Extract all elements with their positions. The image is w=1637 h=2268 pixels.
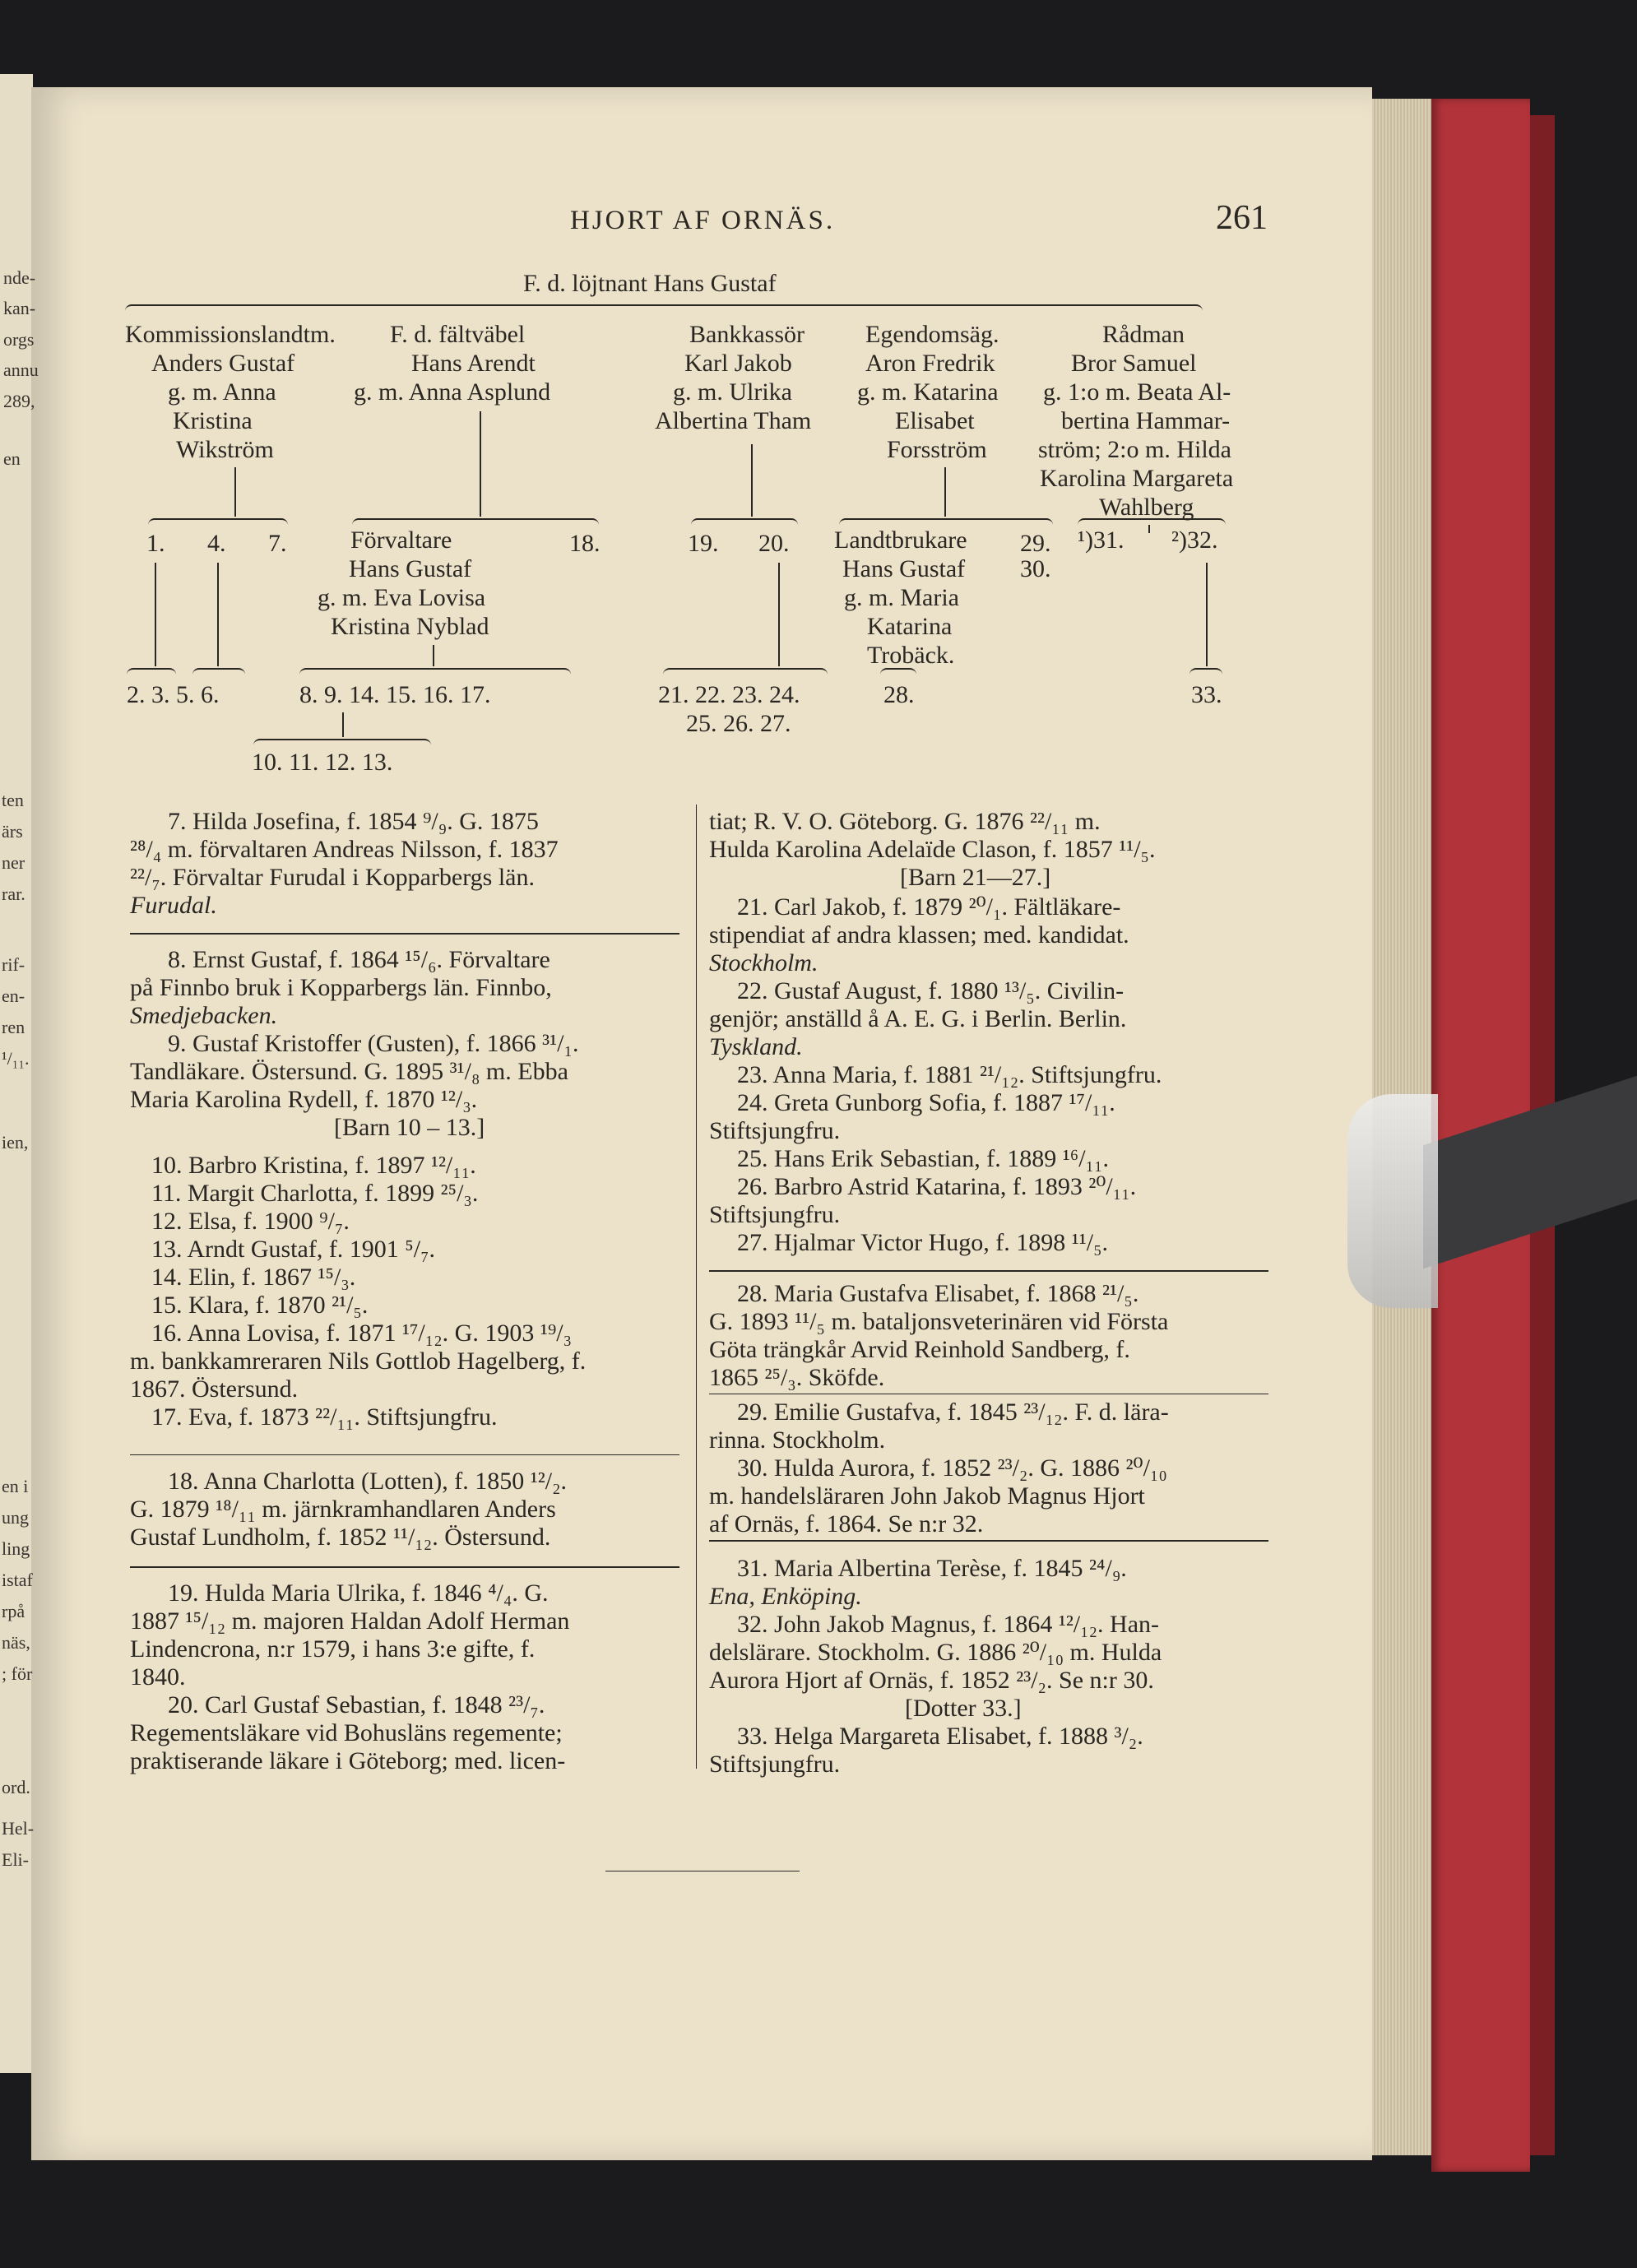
- margin-fragment: näs,: [2, 1632, 30, 1653]
- margin-fragment: 289,: [3, 391, 35, 411]
- entry-line: 25. Hans Erik Sebastian, f. 1889 ¹⁶/₁₁.: [737, 1145, 1109, 1172]
- tree-node: Landtbrukare: [834, 526, 967, 554]
- tree-node: Bror Samuel: [1071, 350, 1197, 377]
- tree-node: 1.: [146, 530, 165, 557]
- column-divider: [696, 805, 697, 1769]
- entry-line: Tandläkare. Östersund. G. 1895 ³¹/₈ m. Ebba: [130, 1058, 568, 1085]
- entry-line: m. handelsläraren John Jakob Magnus Hjort: [709, 1482, 1145, 1510]
- entry-line: 33. Helga Margareta Elisabet, f. 1888 ³/₂.: [737, 1723, 1143, 1750]
- section-rule: [130, 1566, 679, 1568]
- entry-line: ²⁸/₄ m. förvaltaren Andreas Nilsson, f. 1837: [130, 836, 559, 863]
- tree-node: Trobäck.: [867, 642, 955, 669]
- tree-brace: [148, 518, 288, 528]
- tree-brace: [127, 668, 176, 678]
- margin-fragment: ren: [2, 1017, 26, 1037]
- entry-line: Ena, Enköping.: [709, 1583, 862, 1610]
- tree-root: F. d. löjtnant Hans Gustaf: [523, 270, 777, 297]
- entry-line: Smedjebacken.: [130, 1002, 278, 1029]
- entry-line: Tyskland.: [709, 1033, 803, 1060]
- entry-line: 29. Emilie Gustafva, f. 1845 ²³/₁₂. F. d. lära-: [737, 1398, 1169, 1426]
- tree-node: 19.: [688, 530, 719, 557]
- entry-line: 10. Barbro Kristina, f. 1897 ¹²/₁₁.: [151, 1152, 476, 1179]
- entry-line: Stiftsjungfru.: [709, 1117, 841, 1144]
- entry-line: 1840.: [130, 1663, 186, 1691]
- tree-node: 2. 3. 5. 6.: [127, 681, 220, 708]
- tree-brace: [1189, 668, 1222, 678]
- entry-line: 8. Ernst Gustaf, f. 1864 ¹⁵/₆. Förvaltare: [168, 946, 550, 973]
- entry-line: Stiftsjungfru.: [709, 1751, 841, 1778]
- tree-connector: [1206, 563, 1208, 666]
- margin-fragment: kan-: [3, 298, 36, 318]
- entry-line: 15. Klara, f. 1870 ²¹/₅.: [151, 1292, 369, 1319]
- entry-line: på Finnbo bruk i Kopparbergs län. Finnbo,: [130, 974, 552, 1001]
- margin-fragment: annu: [3, 359, 39, 380]
- entry-line: stipendiat af andra klassen; med. kandidat.: [709, 921, 1129, 948]
- tree-node: 29.: [1020, 530, 1051, 557]
- section-rule: [709, 1270, 1268, 1272]
- entry-line: 27. Hjalmar Victor Hugo, f. 1898 ¹¹/₅.: [737, 1229, 1109, 1256]
- entry-line: 22. Gustaf August, f. 1880 ¹³/₅. Civilin-: [737, 977, 1125, 1004]
- tree-node: Anders Gustaf: [151, 350, 295, 377]
- entry-line: 9. Gustaf Kristoffer (Gusten), f. 1866 ³¹/₁.: [168, 1030, 579, 1057]
- tree-connector: [217, 563, 219, 666]
- tree-node: Albertina Tham: [655, 407, 812, 434]
- tree-node: bertina Hammar-: [1061, 407, 1231, 434]
- tree-node: 30.: [1020, 555, 1051, 582]
- entry-line: Stockholm.: [709, 949, 818, 976]
- tree-brace: [880, 668, 916, 678]
- tree-node: Kristina: [173, 407, 253, 434]
- entry-line: 18. Anna Charlotta (Lotten), f. 1850 ¹²/₂.: [168, 1468, 568, 1495]
- tree-node: ström; 2:o m. Hilda: [1038, 436, 1231, 463]
- margin-fragment: en-: [2, 986, 26, 1006]
- tree-node: Elisabet: [895, 407, 975, 434]
- entry-line: 1887 ¹⁵/₁₂ m. majoren Haldan Adolf Herman: [130, 1607, 570, 1635]
- section-rule: [130, 933, 679, 935]
- tree-node: ¹)31.: [1078, 526, 1125, 554]
- tree-connector: [778, 563, 780, 666]
- tree-node: 7.: [268, 530, 287, 557]
- tree-node: ²)32.: [1171, 526, 1218, 554]
- tree-brace: [125, 304, 1203, 314]
- tree-brace: [691, 518, 798, 528]
- margin-fragment: en: [3, 448, 21, 469]
- tree-node: g. m. Anna: [168, 378, 276, 406]
- page-number: 261: [1216, 199, 1268, 237]
- entry-line: 16. Anna Lovisa, f. 1871 ¹⁷/₁₂. G. 1903 ¹⁹/₃: [151, 1320, 573, 1347]
- entry-line: 20. Carl Gustaf Sebastian, f. 1848 ²³/₇.: [168, 1691, 545, 1718]
- entry-line: praktiserande läkare i Göteborg; med. licen-: [130, 1747, 566, 1774]
- entry-line: 21. Carl Jakob, f. 1879 ²⁰/₁. Fältläkare-: [737, 893, 1121, 921]
- entry-line: 26. Barbro Astrid Katarina, f. 1893 ²⁰/₁₁.: [737, 1173, 1137, 1200]
- tree-node: 33.: [1191, 681, 1222, 708]
- tree-node: Hans Gustaf: [842, 555, 966, 582]
- tree-node: Kommissionslandtm.: [125, 321, 336, 348]
- margin-fragment: rar.: [2, 884, 26, 904]
- entry-line: G. 1879 ¹⁸/₁₁ m. järnkramhandlaren Anders: [130, 1496, 556, 1523]
- entry-line: delslärare. Stockholm. G. 1886 ²⁰/₁₀ m. Hulda: [709, 1639, 1162, 1666]
- tree-node: Hans Gustaf: [349, 555, 472, 582]
- entry-line: 31. Maria Albertina Terèse, f. 1845 ²⁴/₉.: [737, 1555, 1127, 1582]
- tree-node: g. m. Ulrika: [673, 378, 792, 406]
- tree-node: Forsström: [887, 436, 987, 463]
- tree-node: Wahlberg: [1099, 494, 1194, 521]
- tree-node: 20.: [758, 530, 790, 557]
- running-head: HJORT AF ORNÄS.: [570, 206, 836, 235]
- entry-line: [Barn 21—27.]: [900, 864, 1051, 891]
- tree-brace: [299, 668, 571, 678]
- entry-line: 30. Hulda Aurora, f. 1852 ²³/₂. G. 1886 ²⁰/₁₀: [737, 1454, 1167, 1482]
- margin-fragment: en i: [2, 1476, 29, 1496]
- entry-line: 1867. Östersund.: [130, 1375, 299, 1403]
- page-holder-clip: [1347, 1094, 1438, 1308]
- tree-node: Rådman: [1102, 321, 1185, 348]
- tree-connector: [234, 467, 236, 517]
- tree-connector: [155, 563, 156, 666]
- tree-connector: [342, 712, 344, 737]
- entry-line: 11. Margit Charlotta, f. 1899 ²⁵/₃.: [151, 1180, 479, 1207]
- margin-fragment: ner: [2, 852, 26, 873]
- section-rule: [130, 1454, 679, 1455]
- tree-node: g. m. Katarina: [857, 378, 999, 406]
- entry-line: ²²/₇. Förvaltar Furudal i Kopparbergs län.: [130, 864, 535, 891]
- entry-line: 12. Elsa, f. 1900 ⁹/₇.: [151, 1208, 350, 1235]
- entry-line: 17. Eva, f. 1873 ²²/₁₁. Stiftsjungfru.: [151, 1403, 498, 1431]
- entry-line: 7. Hilda Josefina, f. 1854 ⁹/₉. G. 1875: [168, 808, 539, 835]
- tree-brace: [253, 739, 431, 749]
- entry-line: G. 1893 ¹¹/₅ m. bataljonsveterinären vid Första: [709, 1308, 1169, 1335]
- entry-line: m. bankkamreraren Nils Gottlob Hagelberg, f.: [130, 1347, 587, 1375]
- entry-line: Aurora Hjort af Ornäs, f. 1852 ²³/₂. Se n:r 30.: [709, 1667, 1154, 1694]
- entry-line: Maria Karolina Rydell, f. 1870 ¹²/₃.: [130, 1086, 478, 1113]
- margin-fragment: rpå: [2, 1601, 26, 1621]
- margin-fragment: ärs: [2, 821, 23, 842]
- tree-node: Förvaltare: [350, 526, 452, 554]
- tree-node: Kristina Nyblad: [331, 613, 489, 640]
- entry-line: Lindencrona, n:r 1579, i hans 3:e gifte, f.: [130, 1635, 536, 1663]
- entry-line: 28. Maria Gustafva Elisabet, f. 1868 ²¹/₅.: [737, 1280, 1139, 1307]
- margin-fragment: rif-: [2, 954, 26, 975]
- margin-fragment: Hel-: [2, 1818, 35, 1839]
- tree-node: 21. 22. 23. 24.: [658, 681, 800, 708]
- tree-node: Karolina Margareta: [1040, 465, 1234, 492]
- entry-line: 1865 ²⁵/₃. Sköfde.: [709, 1364, 885, 1391]
- entry-line: 23. Anna Maria, f. 1881 ²¹/₁₂. Stiftsjungfru.: [737, 1061, 1162, 1088]
- margin-fragment: istaf: [2, 1570, 33, 1590]
- entry-line: 14. Elin, f. 1867 ¹⁵/₃.: [151, 1264, 356, 1291]
- entry-line: 13. Arndt Gustaf, f. 1901 ⁵/₇.: [151, 1236, 436, 1263]
- tree-node: Hans Arendt: [411, 350, 536, 377]
- tree-connector: [751, 444, 753, 517]
- tree-node: Aron Fredrik: [865, 350, 995, 377]
- entry-line: genjör; anställd å A. E. G. i Berlin. Berlin.: [709, 1005, 1127, 1032]
- margin-fragment: ien,: [2, 1132, 29, 1153]
- entry-line: Regementsläkare vid Bohusläns regemente;: [130, 1719, 563, 1746]
- tree-node: Karl Jakob: [684, 350, 792, 377]
- entry-line: Gustaf Lundholm, f. 1852 ¹¹/₁₂. Östersund.: [130, 1524, 551, 1551]
- tree-node: g. m. Eva Lovisa: [318, 584, 486, 611]
- tree-node: F. d. fältväbel: [390, 321, 526, 348]
- tree-node: Katarina: [867, 613, 953, 640]
- tree-node: 25. 26. 27.: [686, 710, 791, 737]
- entry-line: rinna. Stockholm.: [709, 1426, 886, 1454]
- margin-fragment: ten: [2, 790, 24, 810]
- entry-line: [Barn 10 – 13.]: [334, 1114, 485, 1141]
- margin-fragment: ling: [2, 1538, 30, 1559]
- tree-node: g. 1:o m. Beata Al-: [1043, 378, 1231, 406]
- margin-fragment: Eli-: [2, 1849, 29, 1870]
- tree-connector: [944, 467, 946, 517]
- margin-fragment: nde-: [3, 267, 36, 288]
- tree-node: 4.: [207, 530, 226, 557]
- tree-node: g. m. Anna Asplund: [354, 378, 551, 406]
- margin-fragment: orgs: [3, 329, 35, 350]
- entry-line: [Dotter 33.]: [905, 1695, 1022, 1722]
- tree-node: 8. 9. 14. 15. 16. 17.: [299, 681, 491, 708]
- entry-line: Göta trängkår Arvid Reinhold Sandberg, f.: [709, 1336, 1130, 1363]
- tree-brace: [192, 668, 245, 678]
- entry-line: tiat; R. V. O. Göteborg. G. 1876 ²²/₁₁ m.: [709, 808, 1101, 835]
- margin-fragment: ¹/₁₁.: [2, 1048, 30, 1069]
- entry-line: 19. Hulda Maria Ulrika, f. 1846 ⁴/₄. G.: [168, 1579, 549, 1607]
- margin-fragment: ord.: [2, 1777, 30, 1797]
- tree-node: Wikström: [176, 436, 274, 463]
- tree-node: 10. 11. 12. 13.: [252, 749, 393, 776]
- entry-line: Furudal.: [130, 892, 217, 919]
- entry-line: 32. John Jakob Magnus, f. 1864 ¹²/₁₂. Han-: [737, 1611, 1160, 1638]
- tree-node: 28.: [883, 681, 915, 708]
- tree-node: Egendomsäg.: [865, 321, 999, 348]
- tree-connector: [433, 645, 434, 666]
- tree-node: 18.: [569, 530, 601, 557]
- tree-brace: [663, 668, 828, 678]
- tree-node: g. m. Maria: [844, 584, 959, 611]
- section-rule: [709, 1540, 1268, 1542]
- entry-line: af Ornäs, f. 1864. Se n:r 32.: [709, 1510, 984, 1538]
- entry-line: Stiftsjungfru.: [709, 1201, 841, 1228]
- margin-fragment: ung: [2, 1507, 29, 1528]
- tree-node: Bankkassör: [689, 321, 805, 348]
- margin-fragment: ; för: [2, 1663, 33, 1684]
- entry-line: Hulda Karolina Adelaïde Clason, f. 1857 ¹¹/₅.: [709, 836, 1156, 863]
- entry-line: 24. Greta Gunborg Sofia, f. 1887 ¹⁷/₁₁.: [737, 1089, 1115, 1116]
- tree-connector: [480, 411, 481, 517]
